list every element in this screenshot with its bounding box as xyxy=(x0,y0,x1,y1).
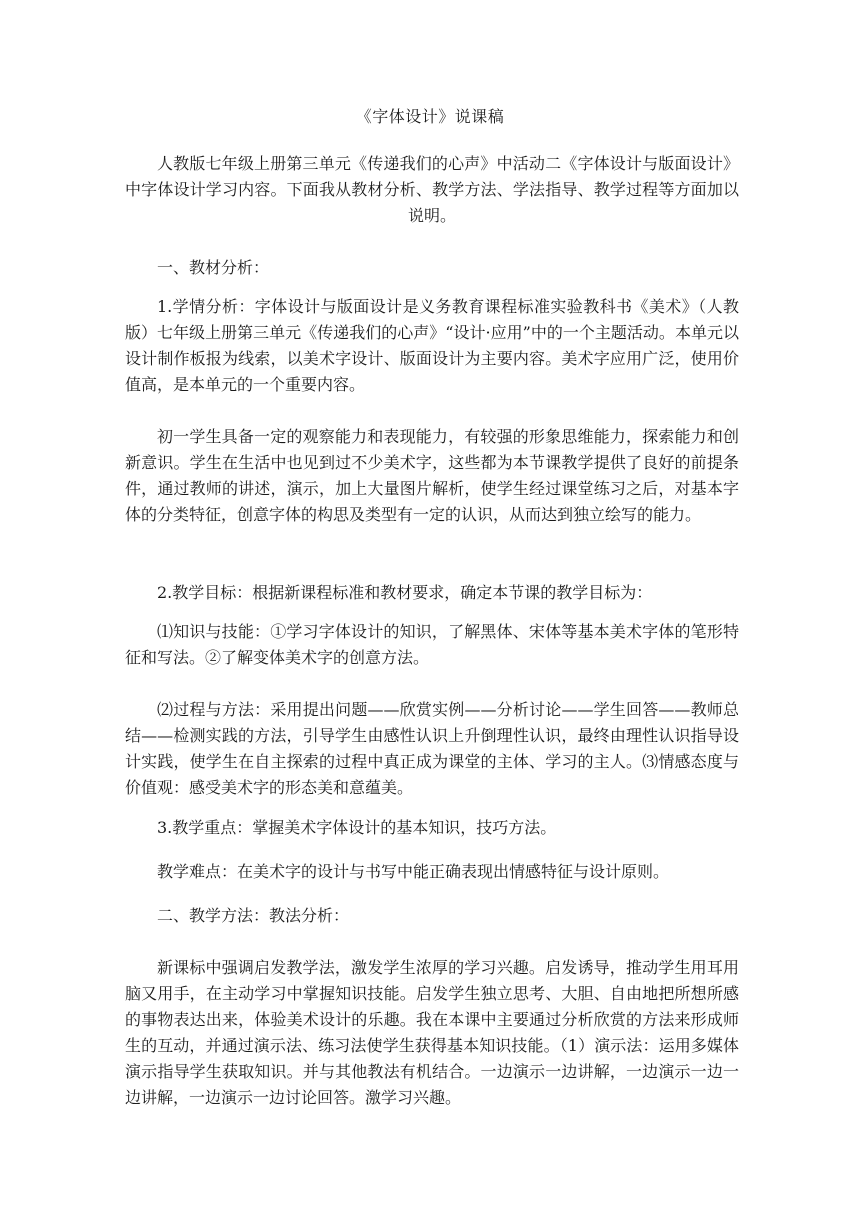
paragraph-teaching-difficulty: 教学难点：在美术字的设计与书写中能正确表现出情感特征与设计原则。 xyxy=(157,862,670,881)
paragraph-student-abilities: 初一学生具备一定的观察能力和表现能力，有较强的形象思维能力，探索能力和创新意识。学生在生活中也见到过不少美术字，这些都为本节课教学提供了良好的前提条件，通过教师的讲述，演示，加上大量图片解析，使学生经过课堂练习之后，对基本字体的分类特征，创意字体的构思及类型有一定的认识，从而达到独立绘写的能力。 xyxy=(125,427,739,524)
paragraph-process-methods: ⑵过程与方法：采用提出问题——欣赏实例——分析讨论——学生回答——教师总结——检测实践的方法，引导学生由感性认识上升倒理性认识，最终由理性认识指导设计实践，使学生在自主探索的过程中真正成为课堂的主体、学习的主人。⑶情感态度与价值观：感受美术字的形态美和意蕴美。 xyxy=(125,700,739,797)
paragraph-method-analysis: 新课标中强调启发教学法，激发学生浓厚的学习兴趣。启发诱导，推动学生用耳用脑又用手，在主动学习中掌握知识技能。启发学生独立思考、大胆、自由地把所想所感的事物表达出来，体验美术设计的乐趣。我在本课中主要通过分析欣赏的方法来形成师生的互动，并通过演示法、练习法使学生获得基本知识技能。（1）演示法：运用多媒体演示指导学生获取知识。并与其他教法有机结合。一边演示一边讲解，一边演示一边一边讲解，一边演示一边讨论回答。激学习兴趣。 xyxy=(125,958,739,1107)
paragraph-knowledge-skills: ⑴知识与技能：①学习字体设计的知识，了解黑体、宋体等基本美术字体的笔形特征和写法。②了解变体美术字的创意方法。 xyxy=(125,622,739,667)
paragraph-teaching-goals: 2.教学目标：根据新课程标准和教材要求，确定本节课的教学目标为： xyxy=(157,583,653,602)
paragraph-teaching-focus: 3.教学重点：掌握美术字体设计的基本知识，技巧方法。 xyxy=(157,818,557,837)
intro-paragraph: 人教版七年级上册第三单元《传递我们的心声》中活动二《字体设计与版面设计》中字体设计学习内容。下面我从教材分析、教学方法、学法指导、教学过程等方面加以说明。 xyxy=(125,154,739,225)
section-heading-teaching-methods: 二、教学方法：教法分析： xyxy=(157,906,350,925)
paragraph-learning-situation: 1.学情分析：字体设计与版面设计是义务教育课程标准实验教科书《美术》（人教版）七年级上册第三单元《传递我们的心声》“设计·应用”中的一个主题活动。本单元以设计制作板报为线索，以美术字设计、版面设计为主要内容。美术字应用广泛，使用价值高，是本单元的一个重要内容。 xyxy=(125,297,739,394)
document-title: 《字体设计》说课稿 xyxy=(355,107,505,126)
section-heading-textbook-analysis: 一、教材分析： xyxy=(157,258,270,277)
